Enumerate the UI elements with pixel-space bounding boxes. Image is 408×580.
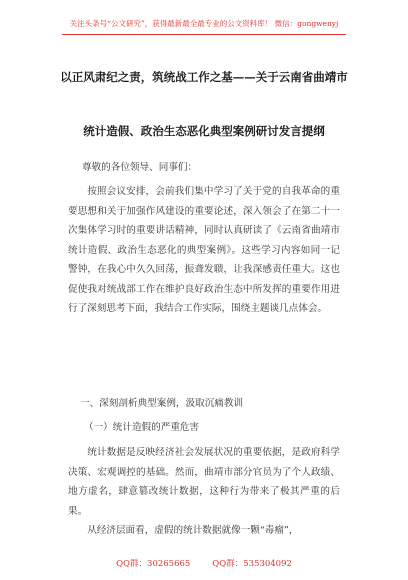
document-title-line2: 统计造假、政治生态恶化典型案例研讨发言提纲 [83,124,325,138]
header-banner: 关注头条号“公文研究”，获得最新最全最专业的公文资料库！ 微信：gongwenyj [69,19,339,28]
document-title-line1: 以正风肃纪之责，筑统战工作之基——关于云南省曲靖市 [60,70,348,84]
section-heading: 一、深刻剖析典型案例，汲取沉痛教训 [80,398,244,409]
subsection-heading: （一）统计造假的严重危害 [84,422,200,433]
footer-qq-group-1: QQ群：30265665 [116,559,191,569]
header-divider [62,34,346,35]
footer-contact [0,557,408,569]
paragraph-economy: 从经济层面看，虚假的统计数据就像一颗“毒瘤”， [87,525,299,536]
paragraph-statistics: 统计数据是反映经济社会发展状况的重要依据，是政府科学决策、宏观调控的基础。然而，曲靖市部分官员为了个人政绩、地方虚名，肆意篡改统计数据，这种行为带来了极其严重的后果。 [68,447,340,517]
salutation: 尊敬的各位领导、同事们： [82,162,198,173]
paragraph-intro: 按照会议安排，会前我们集中学习了关于党的自我革命的重要思想和关于加强作风建设的重要论述，深入领会了在第二十一次集体学习时的重要讲话精神，同时认真研读了《云南省曲靖市统计造假、政治生态恶化的典型案例》。这些学习内容如同一记警钟，在我心中久久回荡，振聋发聩，让我深感责任重大。这也促使我对统战部工作在维护良好政治生态中所发挥的重要作用进行了深刻思考下面，我结合工作实际，围绕主题谈几点体会。 [68,186,340,314]
footer-qq-group-2: QQ群：535304092 [212,559,292,569]
